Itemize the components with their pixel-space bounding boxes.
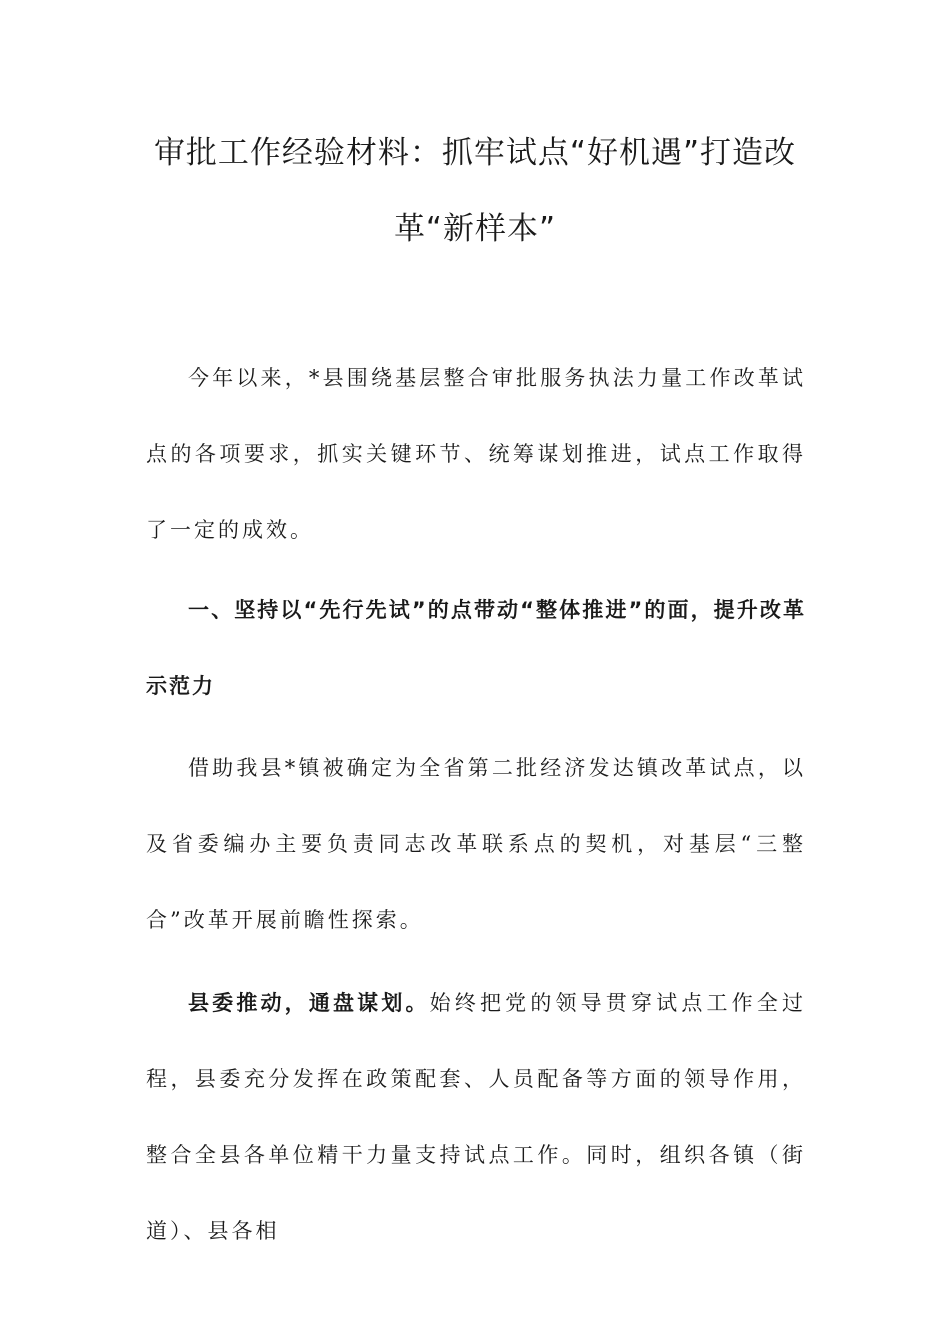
subsection-paragraph bbox=[146, 965, 806, 1269]
section-heading: 一、坚持以“先行先试”的点带动“整体推进”的面，提升改革示范力 bbox=[146, 598, 806, 698]
subsection-lead: 县委推动，通盘谋划。 bbox=[188, 991, 430, 1015]
document-title: 审批工作经验材料：抓牢试点“好机遇”打造改革“新样本” bbox=[153, 135, 797, 247]
section-body-paragraph: 借助我县*镇被确定为全省第二批经济发达镇改革试点，以及省委编办主要负责同志改革联系点的契机，对基层“三整合”改革开展前瞻性探索。 bbox=[146, 756, 806, 932]
subsection-body: 始终把党的领导贯穿试点工作全过程，县委充分发挥在政策配套、人员配备等方面的领导作用，整合全县各单位精干力量支持试点工作。同时，组织各镇（街道）、县各相 bbox=[146, 991, 807, 1243]
intro-paragraph: 今年以来，*县围绕基层整合审批服务执法力量工作改革试点的各项要求，抓实关键环节、统筹谋划推进，试点工作取得了一定的成效。 bbox=[146, 366, 806, 542]
